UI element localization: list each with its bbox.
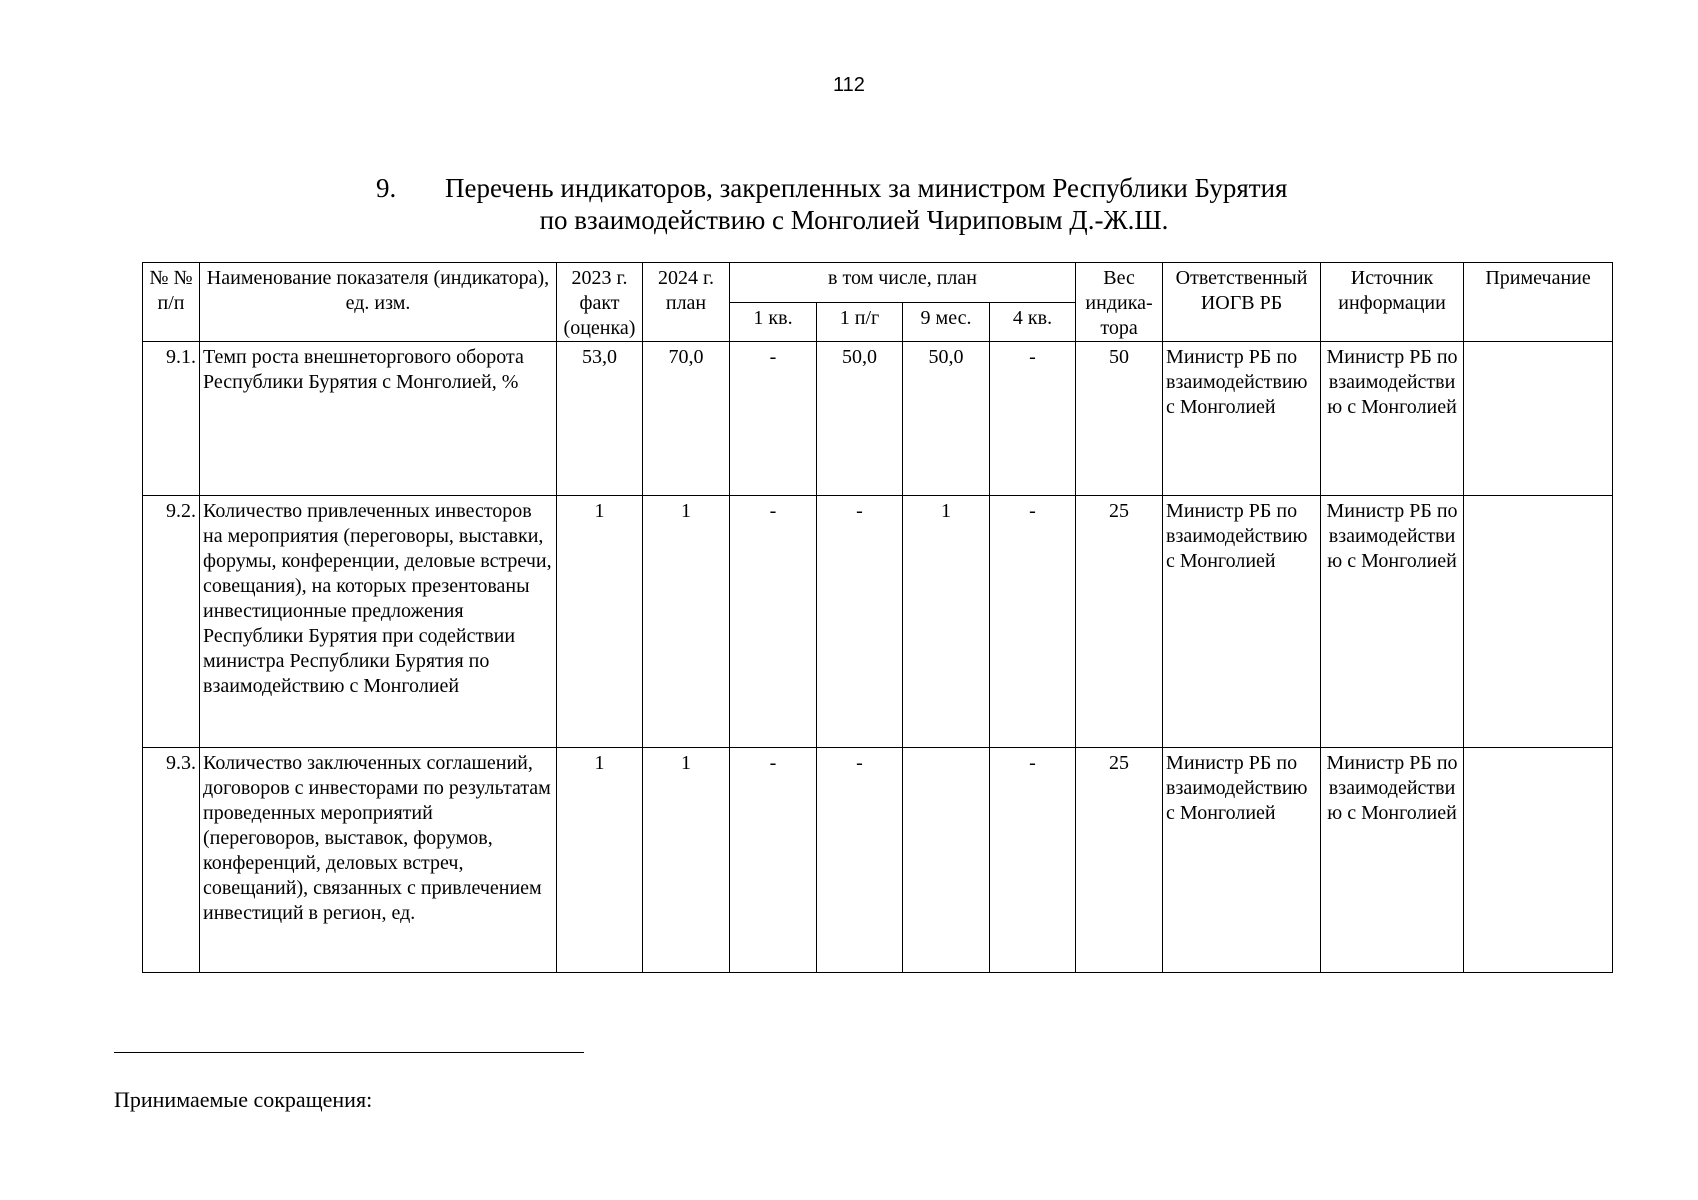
cell-plan-2024: 1 [643, 496, 730, 748]
cell-9m: 50,0 [903, 342, 990, 496]
cell-name: Количество заключенных соглашений, договоров с инвесторами по результатам проведенных мероприятий (переговоров, выставок, форумов, конференций, деловых встреч, совещаний), связанных с привлечением инвестиций в регион, ед. [200, 748, 557, 973]
cell-q1: - [730, 748, 817, 973]
title-line-2: по взаимодействию с Монголией Чириповым Д.-Ж.Ш. [539, 205, 1169, 235]
cell-note [1464, 496, 1613, 748]
title-line-1: Перечень индикаторов, закрепленных за министром Республики Бурятия [445, 173, 1288, 203]
table-row [143, 496, 1613, 748]
col-header-source: Источник информации [1321, 263, 1464, 342]
footnote-divider [114, 1052, 584, 1053]
col-header-responsible: Ответственный ИОГВ РБ [1163, 263, 1321, 342]
table-row [143, 342, 1613, 496]
cell-weight: 50 [1076, 342, 1163, 496]
col-header-fact-2023: 2023 г. факт (оценка) [557, 263, 643, 342]
cell-responsible: Министр РБ по взаимодействию с Монголией [1163, 342, 1321, 496]
cell-source: Министр РБ по взаимодействию с Монголией [1321, 748, 1464, 973]
cell-q4: - [990, 342, 1076, 496]
cell-h1: - [817, 748, 903, 973]
col-header-plan-2024: 2024 г. план [643, 263, 730, 342]
cell-responsible: Министр РБ по взаимодействию с Монголией [1163, 496, 1321, 748]
cell-h1: 50,0 [817, 342, 903, 496]
col-header-q4: 4 кв. [990, 302, 1076, 342]
cell-name: Количество привлеченных инвесторов на мероприятия (переговоры, выставки, форумы, конференции, деловые встречи, совещания), на которых презентованы инвестиционные предложения Республики Бурятия при содействии министра Республики Бурятия по взаимодействию с Монголией [200, 496, 557, 748]
cell-plan-2024: 1 [643, 748, 730, 973]
cell-fact-2023: 1 [557, 748, 643, 973]
cell-responsible: Министр РБ по взаимодействию с Монголией [1163, 748, 1321, 973]
cell-q4: - [990, 748, 1076, 973]
cell-q4: - [990, 496, 1076, 748]
col-header-9m: 9 мес. [903, 302, 990, 342]
col-header-num: № № п/п [143, 263, 200, 342]
section-number: 9. [376, 173, 397, 203]
cell-plan-2024: 70,0 [643, 342, 730, 496]
page-number: 112 [833, 74, 865, 96]
cell-9m [903, 748, 990, 973]
cell-source: Министр РБ по взаимодействию с Монголией [1321, 342, 1464, 496]
cell-num: 9.3. [143, 748, 200, 973]
col-header-name: Наименование показателя (индикатора), ед. изм. [200, 263, 557, 342]
cell-name: Темп роста внешнеторгового оборота Республики Бурятия с Монголией, % [200, 342, 557, 496]
section-title [0, 172, 1698, 236]
cell-9m: 1 [903, 496, 990, 748]
cell-weight: 25 [1076, 496, 1163, 748]
col-header-note: Примечание [1464, 263, 1613, 342]
col-header-weight: Вес индика-тора [1076, 263, 1163, 342]
cell-q1: - [730, 342, 817, 496]
abbreviations-label: Принимаемые сокращения: [114, 1087, 373, 1112]
cell-h1: - [817, 496, 903, 748]
col-header-q1: 1 кв. [730, 302, 817, 342]
indicators-table [142, 262, 1613, 973]
cell-fact-2023: 53,0 [557, 342, 643, 496]
header-row [143, 263, 1613, 303]
col-header-incl-plan: в том числе, план [730, 263, 1076, 303]
cell-q1: - [730, 496, 817, 748]
cell-note [1464, 342, 1613, 496]
table-row [143, 748, 1613, 973]
cell-weight: 25 [1076, 748, 1163, 973]
cell-num: 9.1. [143, 342, 200, 496]
cell-source: Министр РБ по взаимодействию с Монголией [1321, 496, 1464, 748]
cell-fact-2023: 1 [557, 496, 643, 748]
cell-note [1464, 748, 1613, 973]
cell-num: 9.2. [143, 496, 200, 748]
col-header-h1: 1 п/г [817, 302, 903, 342]
